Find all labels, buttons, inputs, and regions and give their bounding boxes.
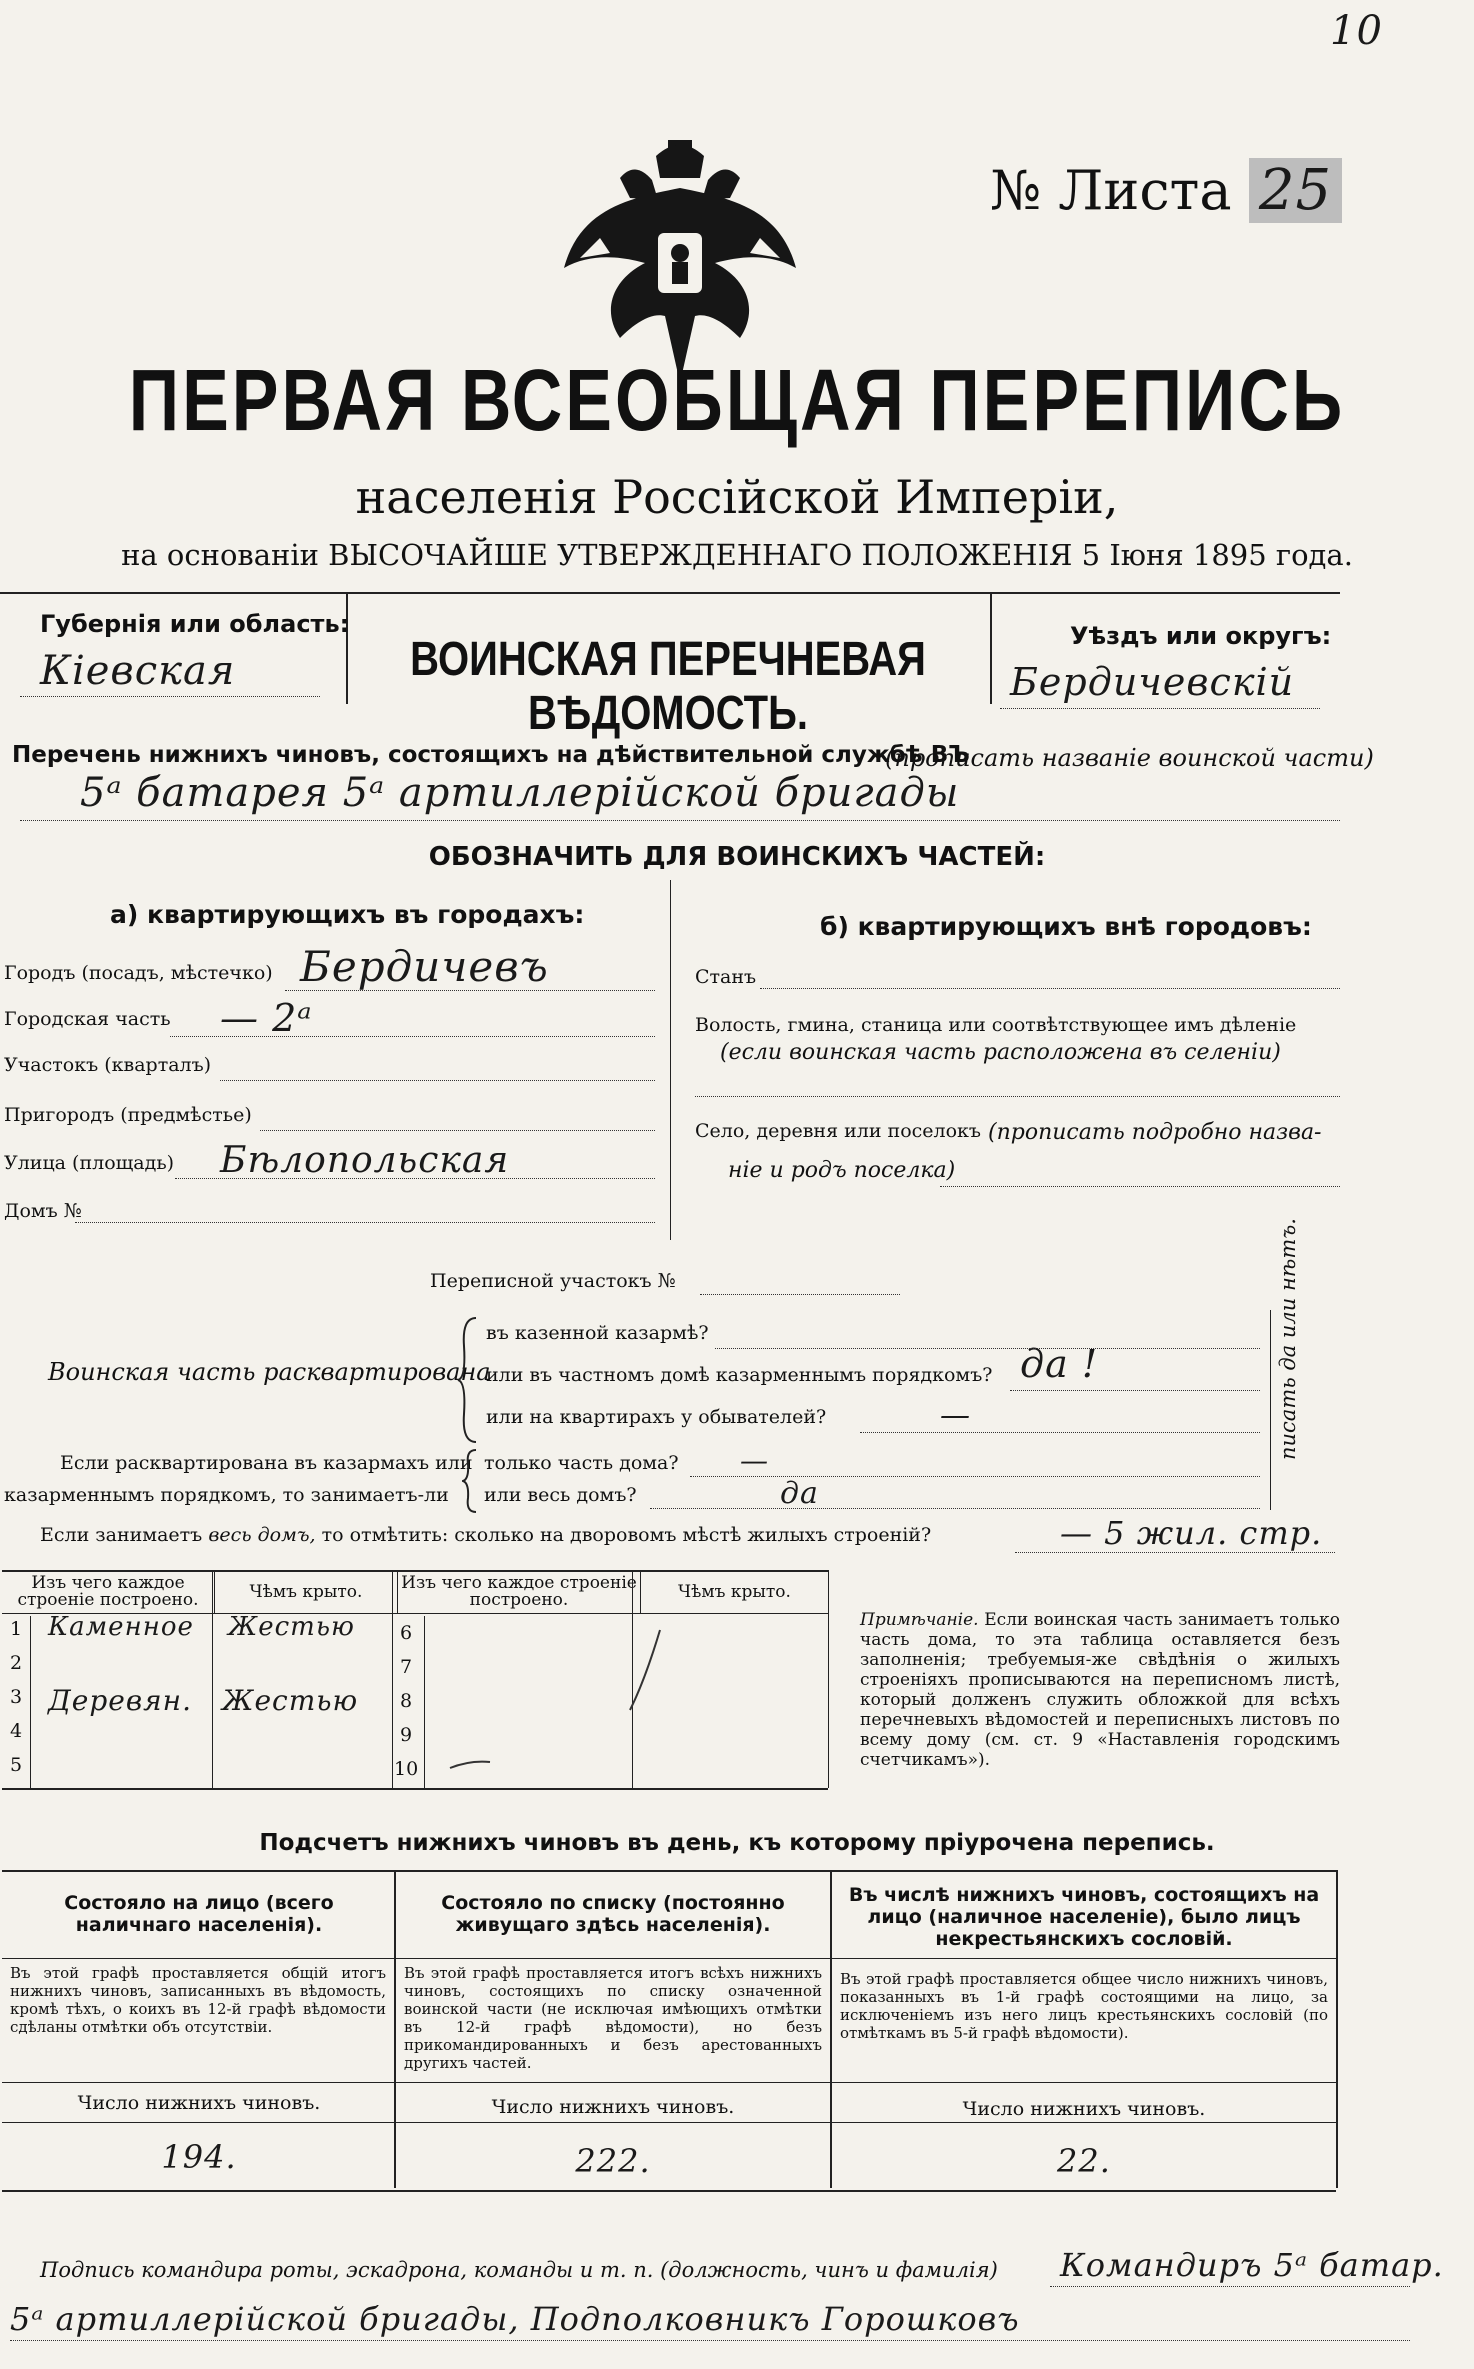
- buildings-question: [40, 1524, 931, 1546]
- uezd-value: Бердичевскій: [1010, 660, 1295, 704]
- street-label: Улица (площадь): [4, 1152, 175, 1174]
- census-section-label: Переписной участокъ №: [430, 1270, 676, 1292]
- stan-label: Станъ: [695, 966, 757, 988]
- village-hint: (прописать подробно назва-: [988, 1120, 1322, 1145]
- gubernia-label: Губернія или область:: [40, 610, 350, 638]
- unit-value: 5ᵃ батарея 5ᵃ артиллерійской бригады: [80, 770, 960, 816]
- corner-number: 10: [1330, 8, 1383, 54]
- quarters-side-note: писать да или нѣтъ.: [1276, 1218, 1300, 1460]
- quarters-brace-icon: [456, 1316, 480, 1444]
- occupancy-label-1: Если расквартирована въ казармахъ или: [60, 1452, 473, 1474]
- sheet-number: [990, 158, 1342, 223]
- section-label: Участокъ (кварталъ): [4, 1054, 212, 1076]
- count-head-1: Состояло на лицо (всего наличнаго населенія).: [64, 1892, 334, 1936]
- quarters-option-2: или въ частномъ домѣ казарменнымъ порядкомъ?: [486, 1364, 993, 1386]
- occupancy-answer-1: —: [740, 1444, 769, 1477]
- mark-title: ОБОЗНАЧИТЬ ДЛЯ ВОИНСКИХЪ ЧАСТЕЙ:: [428, 842, 1046, 872]
- sheet-value: 25: [1249, 158, 1342, 223]
- row-roof-3: Жестью: [222, 1684, 359, 1717]
- city-heading: а) квартирующихъ въ городахъ:: [110, 900, 585, 929]
- note-title: Примѣчаніе.: [860, 1610, 979, 1630]
- col-roof-left: Чѣмъ крыто.: [215, 1571, 398, 1613]
- uezd-label: Уѣздъ или округъ:: [1070, 622, 1332, 650]
- count-title: Подсчетъ нижнихъ чиновъ въ день, къ которому пріурочена перепись.: [259, 1830, 1215, 1856]
- count-head-2: Состояло по списку (постоянно живущаго здѣсь населенія).: [441, 1892, 785, 1936]
- street-value: Бѣлопольская: [220, 1140, 510, 1181]
- unit-prefix: Перечень нижнихъ чиновъ, состоящихъ на дѣйствительной службѣ ВЪ: [12, 742, 970, 768]
- count-label-3: Число нижнихъ чиновъ.: [962, 2098, 1206, 2120]
- occupancy-brace-icon: [462, 1448, 480, 1514]
- basis-line: на основаніи ВЫСОЧАЙШЕ УТВЕРЖДЕННАГО ПОЛОЖЕНІЯ 5 Іюня 1895 года.: [121, 538, 1353, 572]
- row-material-1: Каменное: [48, 1612, 194, 1642]
- village-label: Село, деревня или поселокъ: [695, 1120, 982, 1142]
- house-label: Домъ №: [4, 1200, 82, 1222]
- count-desc-2: Въ этой графѣ проставляется итогъ всѣхъ нижнихъ чиновъ, состоящихъ по списку означенной воинской части (не исключая имѣющихъ отмѣтки въ 12-й графѣ вѣдомости), но безъ прикомандированныхъ и безъ арестованныхъ другихъ частей.: [404, 1964, 822, 2072]
- row-n-2: 2: [10, 1652, 23, 1674]
- suburb-label: Пригородъ (предмѣстье): [4, 1104, 252, 1126]
- col-roof-right: Чѣмъ крыто.: [678, 1582, 791, 1603]
- buildings-answer: — 5 жил. стр.: [1060, 1514, 1323, 1552]
- gubernia-value: Кіевская: [40, 648, 236, 694]
- buildings-question-em: весь домъ,: [208, 1524, 316, 1546]
- row-n-9: 9: [400, 1724, 413, 1746]
- occupancy-label-2: казарменнымъ порядкомъ, то занимаетъ-ли: [4, 1484, 449, 1506]
- main-title: ПЕРВАЯ ВСЕОБЩАЯ ПЕРЕПИСЬ: [128, 351, 1346, 449]
- rural-heading: б) квартирующихъ внѣ городовъ:: [820, 912, 1312, 941]
- quarters-answer-2: да !: [1020, 1342, 1099, 1386]
- row-n-1: 1: [10, 1618, 23, 1640]
- row-n-8: 8: [400, 1690, 413, 1712]
- count-value-3: 22.: [1057, 2142, 1111, 2180]
- occupancy-answer-2: да: [780, 1476, 819, 1511]
- buildings-question-start: Если занимаетъ: [40, 1524, 203, 1546]
- buildings-question-end: то отмѣтить: сколько на дворовомъ мѣстѣ жилыхъ строеній?: [321, 1524, 932, 1546]
- row-roof-1: Жестью: [228, 1612, 355, 1642]
- count-label-1: Число нижнихъ чиновъ.: [77, 2092, 321, 2114]
- village-hint-2: ніе и родъ поселка): [728, 1158, 956, 1183]
- occupancy-option-1: только часть дома?: [484, 1452, 679, 1474]
- row-n-6: 6: [400, 1622, 413, 1644]
- occupancy-option-2: или весь домъ?: [484, 1484, 637, 1506]
- count-desc-1: Въ этой графѣ проставляется общій итогъ нижнихъ чиновъ, записанныхъ въ вѣдомость, кромѣ тѣхъ, о коихъ въ 12-й графѣ вѣдомости сдѣланы отмѣтки объ отсутствіи.: [10, 1964, 386, 2036]
- quarters-answer-3: —: [940, 1398, 971, 1433]
- count-label-2: Число нижнихъ чиновъ.: [491, 2096, 735, 2118]
- part-value: — 2ᵃ: [220, 996, 313, 1040]
- note-text: Если воинская часть занимаетъ только часть дома, то эта таблица оставляется безъ заполненія; требуемыя-же свѣдѣнія о жилыхъ строеніяхъ прописываются на переписномъ листѣ, который долженъ служить обложкой для всѣхъ перечневыхъ вѣдомостей и переписныхъ листовъ по всему дому (см. ст. 9 «Наставленія городскимъ счетчикамъ»).: [860, 1610, 1341, 1770]
- unit-hint: (прописать названіе воинской части): [885, 744, 1374, 772]
- buildings-note: [860, 1610, 1340, 1770]
- row-n-10: 10: [394, 1758, 419, 1780]
- signature-value-2: 5ᵃ артиллерійской бригады, Подполковникъ Горошковъ: [10, 2300, 1020, 2338]
- row-n-3: 3: [10, 1686, 23, 1708]
- count-head-3: Въ числѣ нижнихъ чиновъ, состоящихъ на лицо (наличное населеніе), было лицъ некрестьянскихъ сословій.: [848, 1884, 1320, 1950]
- sheet-label: № Листа: [990, 159, 1232, 222]
- count-value-1: 194.: [161, 2138, 237, 2176]
- row-n-5: 5: [10, 1754, 23, 1776]
- row-n-7: 7: [400, 1656, 413, 1678]
- quarters-option-3: или на квартирахъ у обывателей?: [486, 1406, 827, 1428]
- row-material-3: Деревян.: [48, 1684, 193, 1717]
- col-material-left: Изъ чего каждое строеніе построено.: [2, 1571, 215, 1613]
- volost-hint: (если воинская часть расположена въ селеніи): [720, 1040, 1281, 1065]
- quarters-label: Воинская часть расквартирована: [48, 1358, 491, 1386]
- town-label: Городъ (посадъ, мѣстечко): [4, 962, 273, 984]
- buildings-table: [2, 1570, 828, 1614]
- volost-label: Волость, гмина, станица или соотвѣтствующее имъ дѣленіе: [695, 1014, 1297, 1036]
- strike-mark-icon: [430, 1620, 690, 1780]
- quarters-option-1: въ казенной казармѣ?: [486, 1322, 709, 1344]
- town-value: Бердичевъ: [300, 942, 549, 991]
- signature-label: Подпись командира роты, эскадрона, команды и т. п. (должность, чинъ и фамилія): [40, 2258, 998, 2282]
- subtitle: населенія Россійской Имперіи,: [355, 470, 1119, 524]
- count-value-2: 222.: [575, 2142, 651, 2180]
- col-material-right: Изъ чего каждое строеніе построено.: [398, 1571, 641, 1613]
- form-title: ВОИНСКАЯ ПЕРЕЧНЕВАЯ ВѢДОМОСТЬ.: [410, 633, 926, 740]
- row-n-4: 4: [10, 1720, 23, 1742]
- part-label: Городская часть: [4, 1008, 171, 1030]
- signature-value-1: Командиръ 5ᵃ батар.: [1060, 2246, 1444, 2284]
- count-desc-3: Въ этой графѣ проставляется общее число нижнихъ чиновъ, показанныхъ въ 1-й графѣ состоящими на лицо, за исключеніемъ изъ него лицъ крестьянскихъ сословій (по отмѣткамъ въ 5-й графѣ вѣдомости).: [840, 1970, 1328, 2042]
